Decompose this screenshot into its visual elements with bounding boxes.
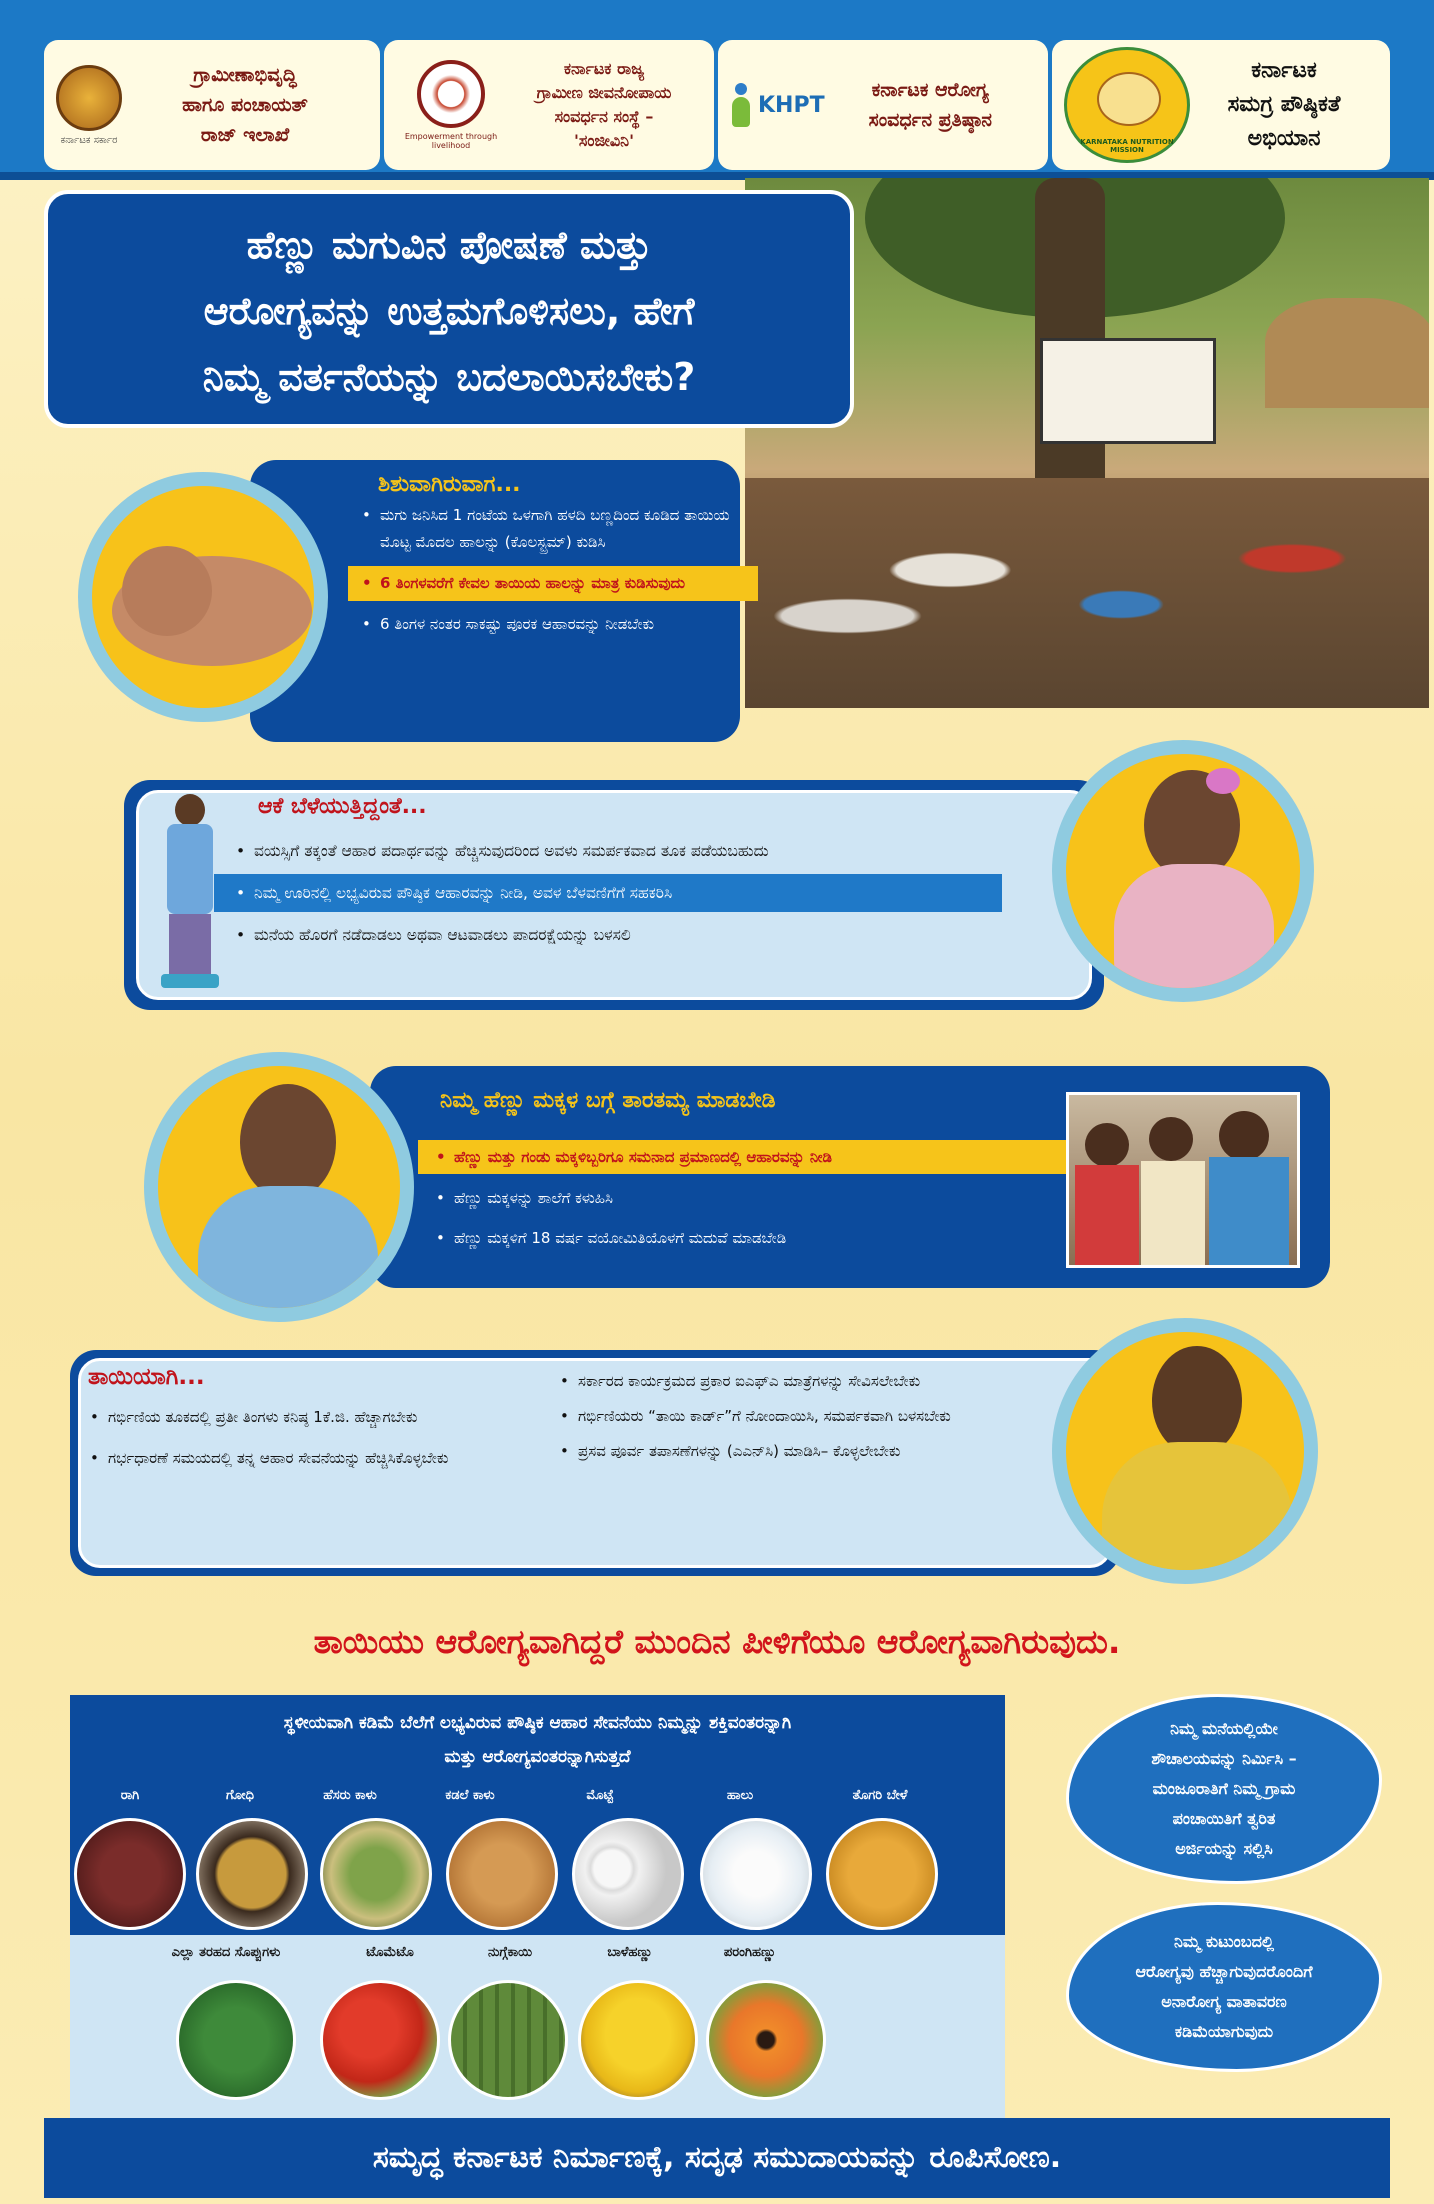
nodiscrimination-item-3-text: ಹೆಣ್ಣು ಮಕ್ಕಳಿಗೆ 18 ವರ್ಷ ವಯೋಮಿತಿಯೊಳಗೆ ಮದುವೆ ಮಾಡಬೇಡಿ bbox=[454, 1229, 787, 1247]
health-cloud-line3: ಅನಾರೋಗ್ಯ ವಾತಾವರಣ bbox=[1161, 1992, 1287, 2011]
wheat-image bbox=[196, 1818, 308, 1930]
logo-knm-line2: ಸಮಗ್ರ ಪೌಷ್ಠಿಕತೆ bbox=[1227, 92, 1341, 117]
logo-sanjeevini-text bbox=[506, 57, 702, 153]
mother-right-item-3: • ಪ್ರಸವ ಪೂರ್ವ ತಪಾಸಣೆಗಳನ್ನು (ಎಎನ್‌ಸಿ) ಮಾಡಿಸಿ– ಕೊಳ್ಳಲೇಬೇಕು bbox=[560, 1442, 901, 1460]
mother-right-item-2: • ಗರ್ಭಿಣಿಯರು “ತಾಯಿ ಕಾರ್ಡ್”ಗೆ ನೋಂದಾಯಿಸಿ, ಸಮರ್ಪಕವಾಗಿ ಬಳಸಬೇಕು bbox=[560, 1407, 951, 1425]
food-label-drumstick: ನುಗ್ಗೆಕಾಯಿ bbox=[487, 1945, 533, 1960]
logo-khpt-line2: ಸಂವರ್ಧನ ಪ್ರತಿಷ್ಠಾನ bbox=[868, 109, 992, 131]
growing-list bbox=[232, 836, 1062, 950]
food-intro-line1: ಸ್ಥಳೀಯವಾಗಿ ಕಡಿಮೆ ಬೆಲೆಗೆ ಲಭ್ಯವಿರುವ ಪೌಷ್ಠಿಕ ಆಹಾರ ಸೇವನೆಯು ನಿಮ್ಮನ್ನು ಶಕ್ತಿವಂತರನ್ನಾಗಿ bbox=[283, 1713, 792, 1733]
nodiscrimination-item-1-text: ಹೆಣ್ಣು ಮತ್ತು ಗಂಡು ಮಕ್ಕಳಿಬ್ಬರಿಗೂ ಸಮನಾದ ಪ್ರಮಾಣದಲ್ಲಿ ಆಹಾರವನ್ನು ನೀಡಿ bbox=[454, 1148, 832, 1166]
egg-image bbox=[572, 1818, 684, 1930]
food-label-ragi: ರಾಗಿ bbox=[120, 1788, 140, 1803]
growing-heading: ಆಕೆ ಬೆಳೆಯುತ್ತಿದ್ದಂತೆ... bbox=[258, 794, 427, 819]
logo-sanjeevini-line2: ಗ್ರಾಮೀಣ ಜೀವನೋಪಾಯ bbox=[536, 83, 672, 102]
health-slogan: ತಾಯಿಯು ಆರೋಗ್ಯವಾಗಿದ್ದರೆ ಮುಂದಿನ ಪೀಳಿಗೆಯೂ ಆರೋಗ್ಯವಾಗಿರುವುದು. bbox=[313, 1622, 1121, 1661]
growing-item-1-text: ವಯಸ್ಸಿಗೆ ತಕ್ಕಂತೆ ಆಹಾರ ಪದಾರ್ಥವನ್ನು ಹೆಚ್ಚಿಸುವುದರಿಂದ ಅವಳು ಸಮರ್ಪಕವಾದ ತೂಕ ಪಡೆಯಬಹುದು bbox=[254, 842, 769, 860]
mother-left-item-2-text: ಗರ್ಭಧಾರಣೆ ಸಮಯದಲ್ಲಿ ತನ್ನ ಆಹಾರ ಸೇವನೆಯನ್ನು ಹೆಚ್ಚಿಸಿಕೊಳ್ಳಬೇಕು bbox=[108, 1449, 449, 1467]
infancy-item-1-text: ಮಗು ಜನಿಸಿದ 1 ಗಂಟೆಯ ಒಳಗಾಗಿ ಹಳದಿ ಬಣ್ಣದಿಂದ ಕೂಡಿದ ತಾಯಿಯ ಮೊಟ್ಟ ಮೊದಲ ಹಾಲನ್ನು (ಕೊಲಸ್ಟ್ರಮ್) ಕುಡಿಸಿ bbox=[380, 506, 730, 551]
nodiscrimination-heading: ನಿಮ್ಮ ಹೆಣ್ಣು ಮಕ್ಕಳ ಬಗ್ಗೆ ತಾರತಮ್ಯ ಮಾಡಬೇಡಿ bbox=[440, 1088, 776, 1113]
logo-sanjeevini-line4: 'ಸಂಜೀವಿನಿ' bbox=[574, 131, 634, 150]
title-line3: ನಿಮ್ಮ ವರ್ತನೆಯನ್ನು ಬದಲಾಯಿಸಬೇಕು? bbox=[202, 355, 696, 399]
logo-knm-text bbox=[1190, 54, 1378, 156]
sanjeevini-logo-icon bbox=[417, 60, 485, 128]
growing-item-1: • ವಯಸ್ಸಿಗೆ ತಕ್ಕಂತೆ ಆಹಾರ ಪದಾರ್ಥವನ್ನು ಹೆಚ್ಚಿಸುವುದರಿಂದ ಅವಳು ಸಮರ್ಪಕವಾದ ತೂಕ ಪಡೆಯಬಹುದು bbox=[236, 842, 769, 860]
mother-left-item-2: • ಗರ್ಭಧಾರಣೆ ಸಮಯದಲ್ಲಿ ತನ್ನ ಆಹಾರ ಸೇವನೆಯನ್ನು ಹೆಚ್ಚಿಸಿಕೊಳ್ಳಬೇಕು bbox=[90, 1449, 449, 1467]
infancy-item-2-text: 6 ತಿಂಗಳವರೆಗೆ ಕೇವಲ ತಾಯಿಯ ಹಾಲನ್ನು ಮಾತ್ರ ಕುಡಿಸುವುದು bbox=[380, 574, 686, 592]
infancy-item-2: • 6 ತಿಂಗಳವರೆಗೆ ಕೇವಲ ತಾಯಿಯ ಹಾಲನ್ನು ಮಾತ್ರ ಕುಡಿಸುವುದು bbox=[348, 566, 758, 601]
logo-knm-line1: ಕರ್ನಾಟಕ bbox=[1251, 58, 1317, 83]
toilet-cloud bbox=[1066, 1694, 1382, 1884]
logo-rdpr-caption: ಕರ್ನಾಟಕ ಸರ್ಕಾರ bbox=[60, 134, 118, 146]
children-eating-photo bbox=[1066, 1092, 1300, 1268]
logo-rdpr-line3: ರಾಜ್ ಇಲಾಖೆ bbox=[200, 124, 290, 146]
toilet-cloud-line2: ಶೌಚಾಲಯವನ್ನು ನಿರ್ಮಿಸಿ – bbox=[1151, 1749, 1297, 1768]
mother-left-item-1-text: ಗರ್ಭಿಣಿಯ ತೂಕದಲ್ಲಿ ಪ್ರತೀ ತಿಂಗಳು ಕನಿಷ್ಠ 1ಕೆ.ಜಿ. ಹೆಚ್ಚಾಗಬೇಕು bbox=[108, 1408, 418, 1426]
health-cloud-line2: ಆರೋಗ್ಯವು ಹೆಚ್ಚಾಗುವುದರೊಂದಿಗೆ bbox=[1135, 1962, 1313, 1981]
growing-item-3-text: ಮನೆಯ ಹೊರಗೆ ನಡೆದಾಡಲು ಅಥವಾ ಆಟವಾಡಲು ಪಾದರಕ್ಷೆಯನ್ನು ಬಳಸಲಿ bbox=[254, 926, 631, 944]
food-label-chickpea: ಕಡಲೆ ಕಾಳು bbox=[445, 1788, 495, 1803]
nodiscrimination-item-2: • ಹೆಣ್ಣು ಮಕ್ಕಳನ್ನು ಶಾಲೆಗೆ ಕಳುಹಿಸಿ bbox=[436, 1189, 614, 1207]
food-label-green-gram: ಹೆಸರು ಕಾಳು bbox=[323, 1788, 377, 1803]
logo-sanjeevini-caption: Empowerment through livelihood bbox=[404, 132, 498, 150]
title-line1: ಹೆಣ್ಣು ಮಗುವಿನ ಪೋಷಣೆ ಮತ್ತು bbox=[246, 223, 652, 267]
food-intro bbox=[70, 1706, 1005, 1774]
logo-khpt-text bbox=[825, 75, 1036, 135]
growing-item-2-text: ನಿಮ್ಮ ಊರಿನಲ್ಲಿ ಲಭ್ಯವಿರುವ ಪೌಷ್ಠಿಕ ಆಹಾರವನ್ನು ನೀಡಿ, ಅವಳ ಬೆಳವಣಿಗೆಗೆ ಸಹಕರಿಸಿ bbox=[254, 884, 673, 902]
mother-left-item-1: • ಗರ್ಭಿಣಿಯ ತೂಕದಲ್ಲಿ ಪ್ರತೀ ತಿಂಗಳು ಕನಿಷ್ಠ 1ಕೆ.ಜಿ. ಹೆಚ್ಚಾಗಬೇಕು bbox=[90, 1408, 418, 1426]
toilet-cloud-line4: ಪಂಚಾಯಿತಿಗೆ ತ್ವರಿತ bbox=[1172, 1809, 1276, 1828]
teen-girl-photo bbox=[144, 1052, 414, 1322]
infancy-item-3: • 6 ತಿಂಗಳ ನಂತರ ಸಾಕಷ್ಟು ಪೂರಕ ಆಹಾರವನ್ನು ನೀಡಬೇಕು bbox=[362, 615, 654, 633]
toor-dal-image bbox=[826, 1818, 938, 1930]
logo-sanjeevini-line1: ಕರ್ನಾಟಕ ರಾಜ್ಯ bbox=[563, 59, 645, 78]
logo-knm bbox=[1052, 40, 1390, 170]
mother-right-item-2-text: ಗರ್ಭಿಣಿಯರು “ತಾಯಿ ಕಾರ್ಡ್”ಗೆ ನೋಂದಾಯಿಸಿ, ಸಮರ್ಪಕವಾಗಿ ಬಳಸಬೇಕು bbox=[578, 1407, 951, 1425]
newborn-photo bbox=[78, 472, 328, 722]
mother-right-item-1: • ಸರ್ಕಾರದ ಕಾರ್ಯಕ್ರಮದ ಪ್ರಕಾರ ಐಎಫ್‌ಎ ಮಾತ್ರೆಗಳನ್ನು ಸೇವಿಸಲೇಬೇಕು bbox=[560, 1372, 921, 1390]
nutrition-mission-logo-icon bbox=[1064, 47, 1190, 163]
chickpea-image bbox=[446, 1818, 558, 1930]
toilet-cloud-line5: ಅರ್ಜಿಯನ್ನು ಸಲ್ಲಿಸಿ bbox=[1175, 1839, 1273, 1858]
ragi-image bbox=[74, 1818, 186, 1930]
toilet-cloud-line3: ಮಂಜೂರಾತಿಗೆ ನಿಮ್ಮ ಗ್ರಾಮ bbox=[1152, 1779, 1296, 1798]
khpt-figure-icon bbox=[730, 83, 752, 127]
young-girl-photo bbox=[1052, 740, 1314, 1002]
footer-slogan: ಸಮೃದ್ಧ ಕರ್ನಾಟಕ ನಿರ್ಮಾಣಕ್ಕೆ, ಸದೃಢ ಸಮುದಾಯವನ್ನು ರೂಪಿಸೋಣ. bbox=[44, 2118, 1390, 2198]
drumstick-image bbox=[448, 1980, 568, 2100]
nodiscrimination-item-2-text: ಹೆಣ್ಣು ಮಕ್ಕಳನ್ನು ಶಾಲೆಗೆ ಕಳುಹಿಸಿ bbox=[454, 1189, 614, 1207]
logo-khpt-line1: ಕರ್ನಾಟಕ ಆರೋಗ್ಯ bbox=[871, 79, 989, 101]
infancy-heading: ಶಿಶುವಾಗಿರುವಾಗ... bbox=[378, 472, 521, 497]
food-label-greens: ಎಲ್ಲಾ ತರಹದ ಸೊಪ್ಪುಗಳು bbox=[171, 1945, 281, 1960]
food-label-wheat: ಗೋಧಿ bbox=[226, 1788, 254, 1803]
main-title bbox=[44, 190, 854, 428]
nodiscrimination-item-1: • ಹೆಣ್ಣು ಮತ್ತು ಗಂಡು ಮಕ್ಕಳಿಬ್ಬರಿಗೂ ಸಮನಾದ ಪ್ರಮಾಣದಲ್ಲಿ ಆಹಾರವನ್ನು ನೀಡಿ bbox=[418, 1140, 1084, 1174]
karnataka-emblem-icon bbox=[56, 65, 122, 131]
food-intro-line2: ಮತ್ತು ಆರೋಗ್ಯವಂತರನ್ನಾಗಿಸುತ್ತದೆ bbox=[444, 1747, 631, 1767]
logo-knm-caption: KARNATAKA NUTRITION MISSION bbox=[1080, 138, 1174, 154]
logo-rdpr bbox=[44, 40, 380, 170]
khpt-logo bbox=[730, 83, 825, 127]
logo-knm-line3: ಅಭಿಯಾನ bbox=[1247, 126, 1321, 151]
food-label-banana: ಬಾಳೆಹಣ್ಣು bbox=[607, 1945, 653, 1960]
mother-right-item-1-text: ಸರ್ಕಾರದ ಕಾರ್ಯಕ್ರಮದ ಪ್ರಕಾರ ಐಎಫ್‌ಎ ಮಾತ್ರೆಗಳನ್ನು ಸೇವಿಸಲೇಬೇಕು bbox=[578, 1372, 921, 1390]
khpt-brand: KHPT bbox=[758, 92, 825, 118]
infancy-item-3-text: 6 ತಿಂಗಳ ನಂತರ ಸಾಕಷ್ಟು ಪೂರಕ ಆಹಾರವನ್ನು ನೀಡಬೇಕು bbox=[380, 615, 654, 633]
food-label-egg: ಮೊಟ್ಟೆ bbox=[586, 1788, 614, 1803]
mother-photo bbox=[1052, 1318, 1318, 1584]
health-cloud bbox=[1066, 1902, 1382, 2072]
food-label-milk: ಹಾಲು bbox=[726, 1788, 754, 1803]
logo-rdpr-text bbox=[122, 60, 368, 150]
mother-list-left bbox=[86, 1404, 530, 1472]
toilet-cloud-line1: ನಿಮ್ಮ ಮನೆಯಲ್ಲಿಯೇ bbox=[1170, 1719, 1278, 1738]
milk-image bbox=[700, 1818, 812, 1930]
sprouts-image bbox=[320, 1818, 432, 1930]
infancy-list bbox=[358, 502, 734, 638]
mother-right-item-3-text: ಪ್ರಸವ ಪೂರ್ವ ತಪಾಸಣೆಗಳನ್ನು (ಎಎನ್‌ಸಿ) ಮಾಡಿಸಿ– ಕೊಳ್ಳಲೇಬೇಕು bbox=[578, 1442, 901, 1460]
title-line2: ಆರೋಗ್ಯವನ್ನು ಉತ್ತಮಗೊಳಿಸಲು, ಹೇಗೆ bbox=[203, 289, 695, 333]
mother-list-right bbox=[556, 1368, 1030, 1465]
food-label-toor-dal: ತೊಗರಿ ಬೇಳೆ bbox=[852, 1788, 908, 1803]
health-cloud-line1: ನಿಮ್ಮ ಕುಟುಂಬದಲ್ಲಿ bbox=[1173, 1932, 1275, 1951]
papaya-image bbox=[706, 1980, 826, 2100]
nodiscrimination-list bbox=[432, 1140, 1064, 1252]
mother-heading: ತಾಯಿಯಾಗಿ... bbox=[88, 1364, 205, 1390]
logo-sanjeevini bbox=[384, 40, 714, 170]
health-cloud-line4: ಕಡಿಮೆಯಾಗುವುದು bbox=[1174, 2022, 1274, 2041]
logo-sanjeevini-line3: ಸಂವರ್ಧನ ಸಂಸ್ಥೆ – bbox=[554, 107, 654, 126]
health-cloud-text bbox=[1136, 1927, 1313, 2047]
greens-image bbox=[176, 1980, 296, 2100]
banana-image bbox=[578, 1980, 698, 2100]
tomato-image bbox=[320, 1980, 440, 2100]
logo-rdpr-line1: ಗ್ರಾಮೀಣಾಭಿವೃದ್ಧಿ bbox=[193, 64, 297, 86]
toilet-cloud-text bbox=[1151, 1714, 1296, 1864]
logo-rdpr-line2: ಹಾಗೂ ಪಂಚಾಯತ್ bbox=[182, 94, 308, 116]
food-label-papaya: ಪರಂಗಿಹಣ್ಣು bbox=[723, 1945, 777, 1960]
growing-item-3: • ಮನೆಯ ಹೊರಗೆ ನಡೆದಾಡಲು ಅಥವಾ ಆಟವಾಡಲು ಪಾದರಕ್ಷೆಯನ್ನು ಬಳಸಲಿ bbox=[236, 926, 631, 944]
nodiscrimination-item-3: • ಹೆಣ್ಣು ಮಕ್ಕಳಿಗೆ 18 ವರ್ಷ ವಯೋಮಿತಿಯೊಳಗೆ ಮದುವೆ ಮಾಡಬೇಡಿ bbox=[436, 1229, 787, 1247]
growing-item-2: • ನಿಮ್ಮ ಊರಿನಲ್ಲಿ ಲಭ್ಯವಿರುವ ಪೌಷ್ಠಿಕ ಆಹಾರವನ್ನು ನೀಡಿ, ಅವಳ ಬೆಳವಣಿಗೆಗೆ ಸಹಕರಿಸಿ bbox=[214, 874, 1002, 912]
food-label-tomato: ಟೊಮೆಟೊ bbox=[366, 1945, 414, 1960]
logo-khpt bbox=[718, 40, 1048, 170]
infancy-item-1: • ಮಗು ಜನಿಸಿದ 1 ಗಂಟೆಯ ಒಳಗಾಗಿ ಹಳದಿ ಬಣ್ಣದಿಂದ ಕೂಡಿದ ತಾಯಿಯ ಮೊಟ್ಟ ಮೊದಲ ಹಾಲನ್ನು (ಕೊಲಸ್ಟ್ರಮ್) ಕುಡಿಸಿ bbox=[362, 506, 730, 551]
